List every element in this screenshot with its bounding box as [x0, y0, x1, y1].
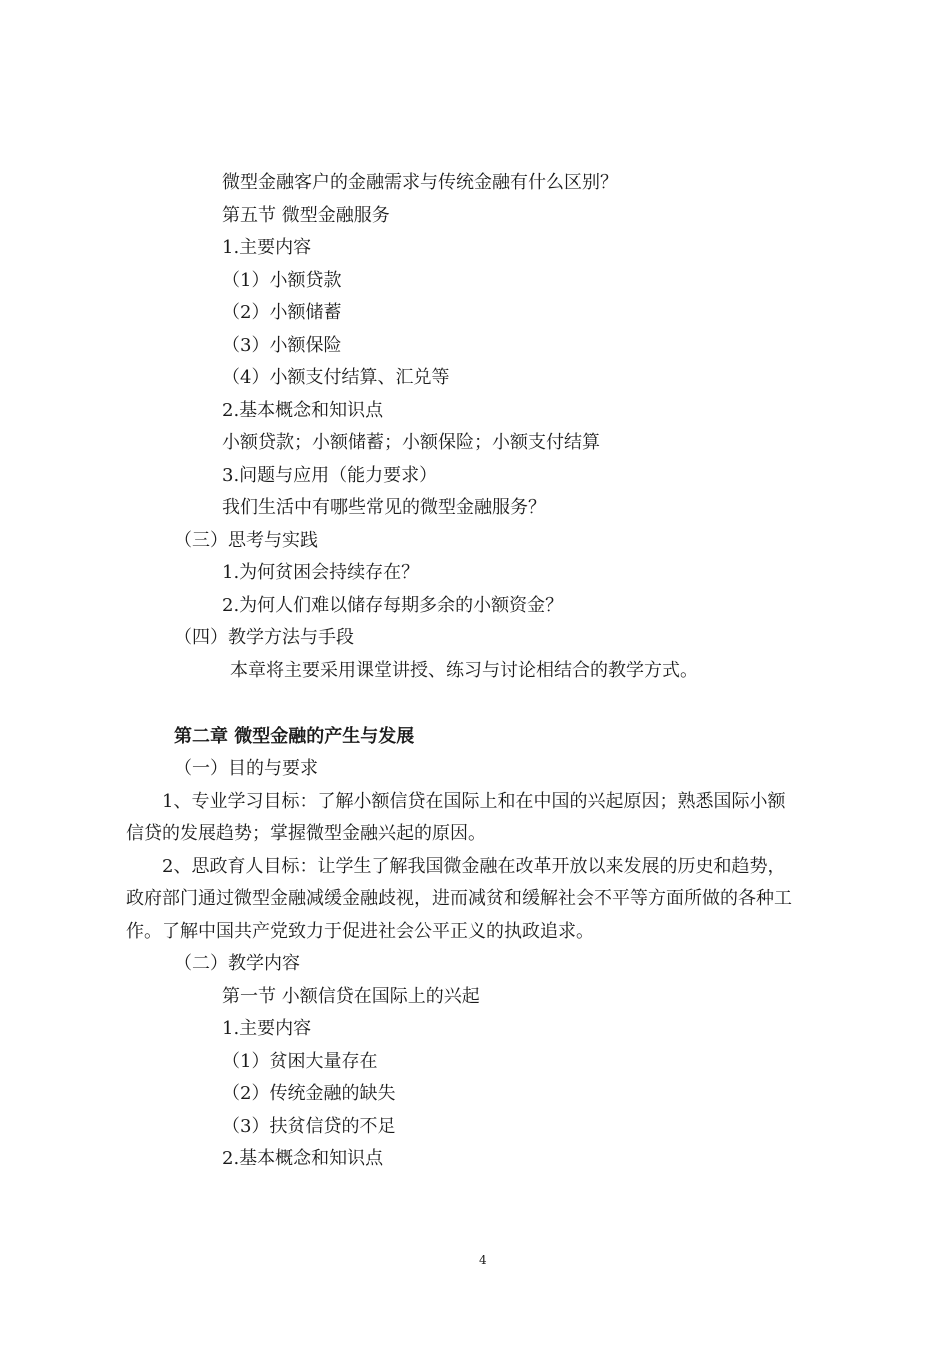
question-text: 微型金融客户的金融需求与传统金融有什么区别？	[222, 172, 618, 193]
section-heading: 第五节 微型金融服务	[222, 205, 390, 226]
list-item: （2）传统金融的缺失	[222, 1083, 396, 1104]
paragraph-text: 政府部门通过微型金融减缓金融歧视，进而减贫和缓解社会不平等方面所做的各种工	[126, 888, 792, 909]
paragraph-text: 信贷的发展趋势；掌握微型金融兴起的原因。	[126, 823, 486, 844]
list-item: 1.为何贫困会持续存在？	[222, 562, 420, 583]
paragraph-text: 2、思政育人目标：让学生了解我国微金融在改革开放以来发展的历史和趋势，	[162, 856, 786, 877]
list-item: （1）小额贷款	[222, 270, 342, 291]
list-item: （3）小额保险	[222, 335, 342, 356]
paragraph-text: 作。了解中国共产党致力于促进社会公平正义的执政追求。	[126, 921, 594, 942]
paragraph-text: 本章将主要采用课堂讲授、练习与讨论相结合的教学方式。	[230, 660, 698, 681]
list-item: 2.为何人们难以储存每期多余的小额资金？	[222, 595, 564, 616]
list-item: （1）贫困大量存在	[222, 1051, 378, 1072]
list-item: （3）扶贫信贷的不足	[222, 1116, 396, 1137]
paragraph-text: 1、专业学习目标：了解小额信贷在国际上和在中国的兴起原因；熟悉国际小额	[162, 791, 786, 812]
subheading: 3.问题与应用（能力要求）	[222, 465, 438, 486]
subsection-heading: （二）教学内容	[174, 953, 300, 974]
list-item: （2）小额储蓄	[222, 302, 342, 323]
subsection-heading: （三）思考与实践	[174, 530, 318, 551]
subsection-heading: （四）教学方法与手段	[174, 627, 354, 648]
question-text: 我们生活中有哪些常见的微型金融服务？	[222, 497, 546, 518]
section-heading: 第一节 小额信贷在国际上的兴起	[222, 986, 480, 1007]
subheading: 2.基本概念和知识点	[222, 1148, 384, 1169]
subheading: 2.基本概念和知识点	[222, 400, 384, 421]
page-number: 4	[479, 1253, 487, 1267]
paragraph-text: 小额贷款；小额储蓄；小额保险；小额支付结算	[222, 432, 600, 453]
subheading: 1.主要内容	[222, 1018, 312, 1039]
subheading: 1.主要内容	[222, 237, 312, 258]
chapter-heading: 第二章 微型金融的产生与发展	[174, 726, 415, 747]
list-item: （4）小额支付结算、汇兑等	[222, 367, 450, 388]
subsection-heading: （一）目的与要求	[174, 758, 318, 779]
